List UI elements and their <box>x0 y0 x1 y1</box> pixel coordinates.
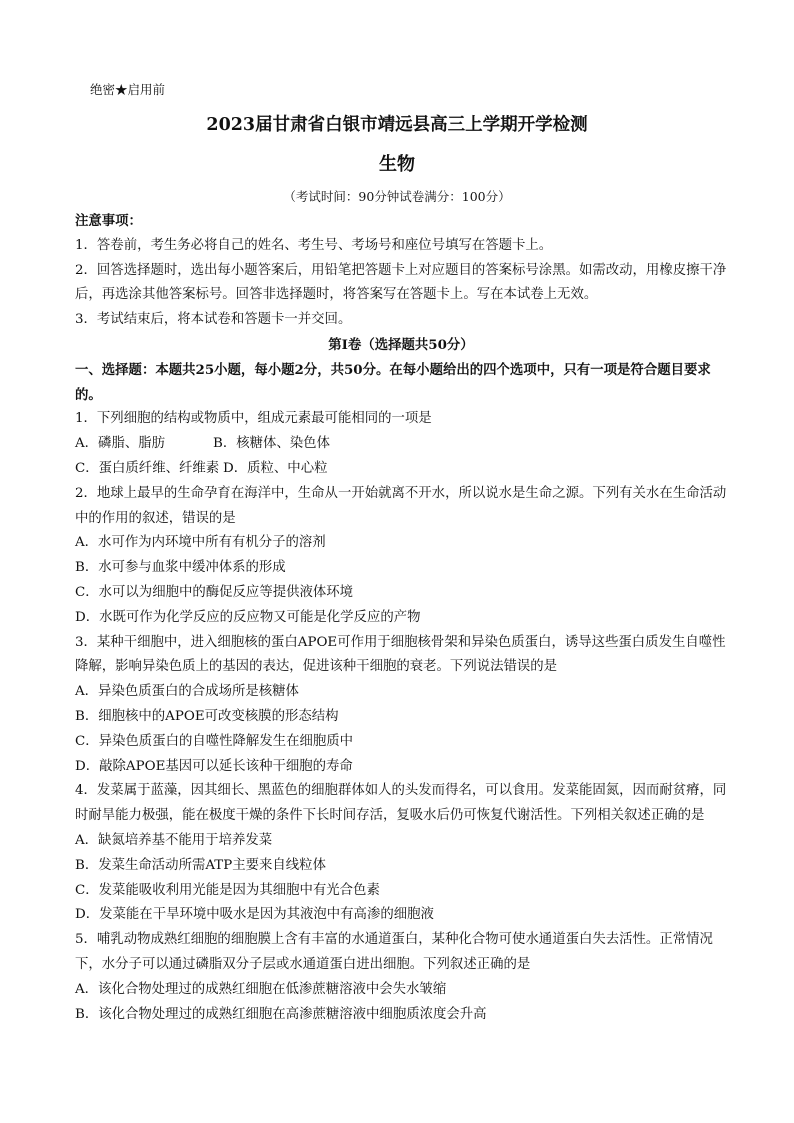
option-d: D．水既可作为化学反应的反应物又可能是化学反应的产物 <box>75 609 421 625</box>
notes-heading: 注意事项： <box>75 213 142 229</box>
exam-info: （考试时间：90分钟试卷满分：100分） <box>283 189 511 204</box>
note-item: 3．考试结束后，将本试卷和答题卡一并交回。 <box>75 312 352 328</box>
question-stem: 4．发菜属于蓝藻，因其细长、黑蓝色的细胞群体如人的头发而得名，可以食用。发菜能固氮，因而耐贫瘠，同时耐旱能力极强，能在极度干燥的条件下长时间存活，复吸水后仍可恢复代谢活性。下列相关叙述正确的是 <box>75 783 727 824</box>
exam-title: 2023届甘肃省白银市靖远县高三上学期开学检测 <box>206 115 588 135</box>
option-c: C．异染色质蛋白的自噬性降解发生在细胞质中 <box>75 733 354 749</box>
option-b: B．发菜生命活动所需ATP主要来自线粒体 <box>75 857 326 873</box>
section-instructions: 一、选择题：本题共25小题，每小题2分，共50分。在每小题给出的四个选项中，只有一项是符合题目要求的。 <box>75 361 711 403</box>
option-c: C．水可以为细胞中的酶促反应等提供液体环境 <box>75 584 354 600</box>
option-b: B．核糖体、染色体 <box>213 436 330 452</box>
question-stem: 5．哺乳动物成熟红细胞的细胞膜上含有丰富的水通道蛋白，某种化合物可使水通道蛋白失去活性。正常情况下，水分子可以通过磷脂双分子层或水通道蛋白进出细胞。下列叙述正确的是 <box>75 932 713 972</box>
option-c: C．蛋白质纤维、纤维素 <box>75 460 220 476</box>
subject-title: 生物 <box>379 154 415 175</box>
option-a: A．该化合物处理过的成熟红细胞在低渗蔗糖溶液中会失水皱缩 <box>75 981 447 997</box>
confidential-label: 绝密★启用前 <box>90 82 166 97</box>
option-row <box>75 432 727 457</box>
option-a: A．缺氮培养基不能用于培养发菜 <box>75 832 273 848</box>
option-a: A．磷脂、脂肪 <box>75 436 166 452</box>
section-heading: 第Ⅰ卷（选择题共50分） <box>328 336 474 353</box>
exam-content <box>75 209 727 1027</box>
option-c: C．发菜能吸收利用光能是因为其细胞中有光合色素 <box>75 882 380 898</box>
note-item: 2．回答选择题时，选出每小题答案后，用铅笔把答题卡上对应题目的答案标号涂黑。如需改动，用橡皮擦干净后，再选涂其他答案标号。回答非选择题时，将答案写在答题卡上。写在本试卷上无效。 <box>75 262 727 303</box>
option-row <box>75 457 727 482</box>
option-d: D．质粒、中心粒 <box>223 460 328 476</box>
option-a: A．异染色质蛋白的合成场所是核糖体 <box>75 684 299 700</box>
option-d: D．敲除APOE基因可以延长该种干细胞的寿命 <box>75 758 353 774</box>
question-stem: 2．地球上最早的生命孕育在海洋中，生命从一开始就离不开水，所以说水是生命之源。下列有关水在生命活动中的作用的叙述，错误的是 <box>75 485 727 526</box>
note-item: 1．答卷前，考生务必将自己的姓名、考生号、考场号和座位号填写在答题卡上。 <box>75 237 553 253</box>
question-stem: 1．下列细胞的结构或物质中，组成元素最可能相同的一项是 <box>75 411 432 427</box>
option-b: B．该化合物处理过的成熟红细胞在高渗蔗糖溶液中细胞质浓度会升高 <box>75 1006 487 1022</box>
question-stem: 3．某种干细胞中，进入细胞核的蛋白APOE可作用于细胞核骨架和异染色质蛋白，诱导这些蛋白质发生自噬性降解，影响异染色质上的基因的表达，促进该种干细胞的衰老。下列说法错误的是 <box>75 634 726 675</box>
option-d: D．发菜能在干旱环境中吸水是因为其液泡中有高渗的细胞液 <box>75 907 434 923</box>
option-b: B．细胞核中的APOE可改变核膜的形态结构 <box>75 708 339 724</box>
option-b: B．水可参与血浆中缓冲体系的形成 <box>75 560 286 576</box>
option-a: A．水可作为内环境中所有有机分子的溶剂 <box>75 535 326 551</box>
